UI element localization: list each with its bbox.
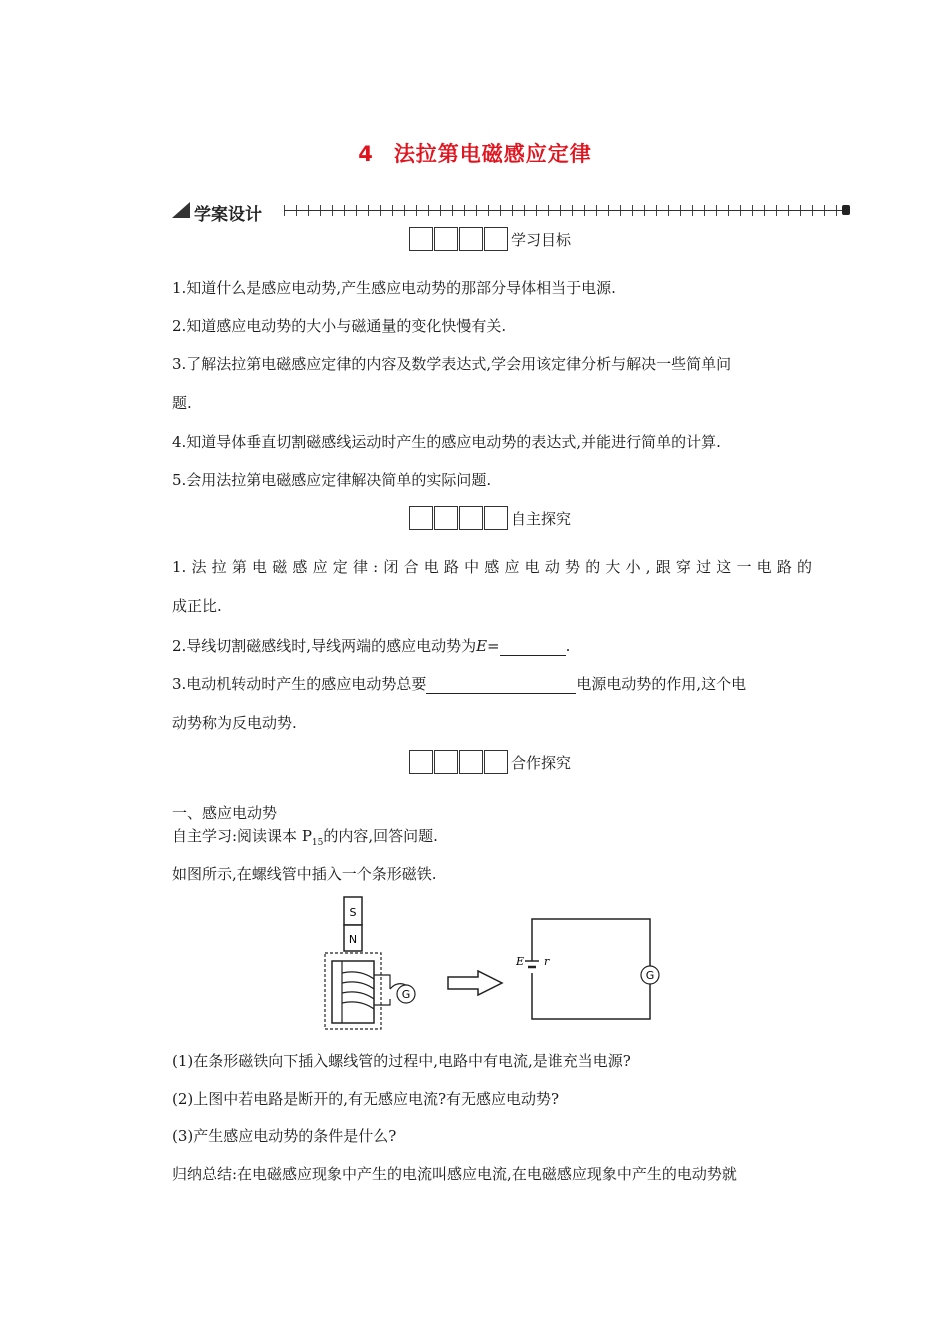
section-header (172, 198, 852, 224)
heading-box (484, 750, 508, 774)
goal-item: 4.知道导体垂直切割磁感线运动时产生的感应电动势的表达式,并能进行简单的计算. (172, 433, 721, 451)
summary-text: 归纳总结:在电磁感应现象中产生的电流叫感应电流,在电磁感应现象中产生的电动势就 (172, 1165, 737, 1183)
equivalent-circuit (515, 919, 659, 1019)
magnet-n-label: N (348, 933, 358, 946)
internal-resistance-label: r (544, 955, 550, 968)
heading-box (409, 227, 433, 251)
emf-label: E (516, 955, 525, 968)
explore-q3 (172, 674, 812, 694)
arrow-icon (448, 971, 502, 995)
heading-box (409, 750, 433, 774)
goal-item: 3.了解法拉第电磁感应定律的内容及数学表达式,学会用该定律分析与解决一些简单问 (172, 355, 732, 373)
explore-q2-end: . (565, 637, 571, 655)
part-title: 一、感应电动势 (172, 804, 278, 822)
answer-blank[interactable] (500, 639, 566, 656)
explore-heading (409, 506, 571, 530)
lesson-number: 4 (358, 142, 374, 166)
heading-box (434, 506, 458, 530)
heading-box (434, 750, 458, 774)
goal-item: 题. (172, 394, 192, 412)
lesson-title: 法拉第电磁感应定律 (393, 142, 592, 166)
question-item: (3)产生感应电动势的条件是什么? (172, 1127, 397, 1145)
self-study-text-end: 的内容,回答问题. (323, 827, 438, 845)
page-title (0, 138, 950, 168)
section-divider (284, 210, 844, 211)
question-item: (1)在条形磁铁向下插入螺线管的过程中,电路中有电流,是谁充当电源? (172, 1052, 631, 1070)
section-triangle-icon (172, 202, 190, 218)
goal-item: 1.知道什么是感应电动势,产生感应电动势的那部分导体相当于电源. (172, 279, 616, 297)
cooperate-heading-label: 合作探究 (511, 753, 572, 772)
explore-q3-text-end: 电源电动势的作用,这个电 (576, 675, 747, 693)
bar-magnet (344, 897, 362, 951)
magnet-s-label: S (349, 906, 357, 919)
explore-q2-text: 2.导线切割磁感线时,导线两端的感应电动势为 (172, 637, 477, 655)
answer-blank[interactable] (426, 677, 576, 694)
solenoid-circuit-figure (320, 895, 660, 1035)
section-end-marker (842, 205, 850, 215)
heading-box (459, 227, 483, 251)
page-subscript: 15 (311, 838, 324, 848)
heading-box (434, 227, 458, 251)
section-header-label: 学案设计 (194, 205, 262, 225)
explore-q2 (172, 636, 812, 656)
explore-q3-cont: 动势称为反电动势. (172, 714, 297, 732)
explore-q1-cont: 成正比. (172, 597, 222, 615)
galvanometer-left (390, 984, 415, 1003)
heading-box (484, 506, 508, 530)
solenoid-wires (374, 975, 390, 1005)
emf-variable: E= (476, 637, 500, 655)
goal-item: 5.会用法拉第电磁感应定律解决简单的实际问题. (172, 471, 492, 489)
self-study-text: 自主学习:阅读课本 P (172, 827, 312, 845)
goals-heading-label: 学习目标 (511, 230, 572, 249)
goal-item: 2.知道感应电动势的大小与磁通量的变化快慢有关. (172, 317, 507, 335)
question-item: (2)上图中若电路是断开的,有无感应电流?有无感应电动势? (172, 1090, 560, 1108)
cooperate-heading (409, 750, 571, 774)
galvanometer-left-label: G (401, 988, 411, 1001)
heading-box (484, 227, 508, 251)
explore-q3-text: 3.电动机转动时产生的感应电动势总要 (172, 675, 427, 693)
heading-box (409, 506, 433, 530)
figure-intro: 如图所示,在螺线管中插入一个条形磁铁. (172, 865, 437, 883)
heading-box (459, 750, 483, 774)
goals-heading (409, 227, 571, 251)
heading-box (459, 506, 483, 530)
galvanometer-right-label: G (645, 969, 655, 982)
explore-heading-label: 自主探究 (511, 509, 572, 528)
self-study (172, 826, 812, 853)
explore-q1: 1.法拉第电磁感应定律:闭合电路中感应电动势的大小,跟穿过这一电路的 (172, 558, 812, 576)
